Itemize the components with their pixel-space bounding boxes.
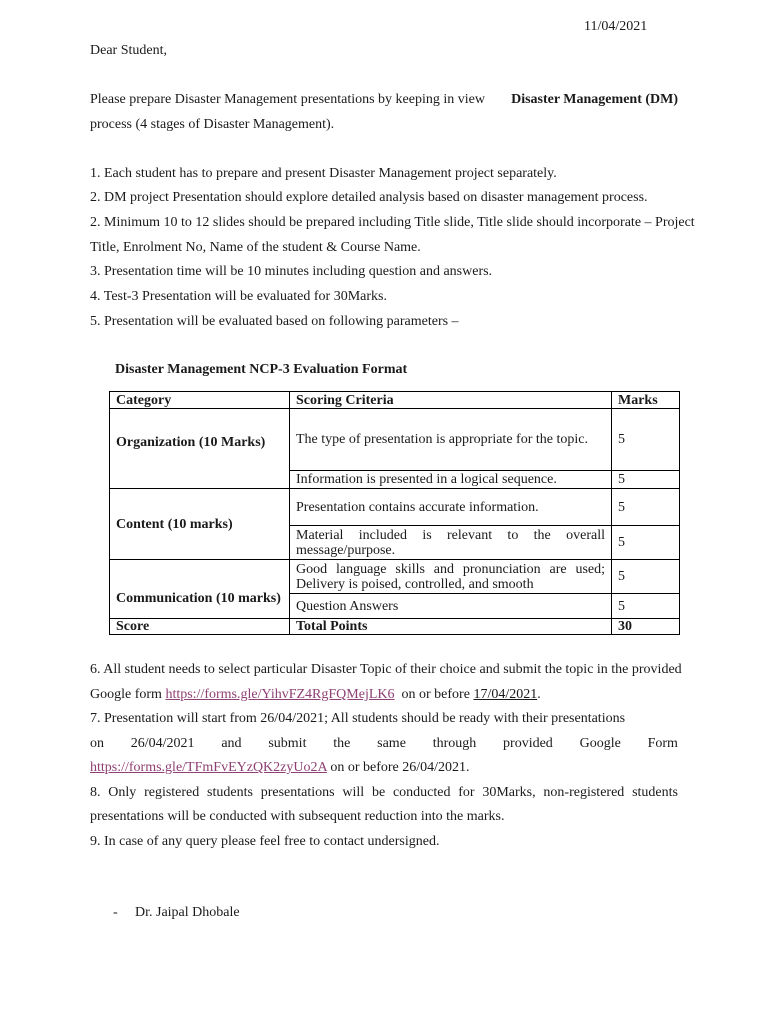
criteria-cell: Presentation contains accurate information. [290, 489, 612, 526]
marks-cell: 5 [612, 471, 680, 489]
signature-dash: - [113, 905, 118, 920]
point-1: 1. Each student has to prepare and present Disaster Management project separately. [90, 166, 557, 181]
word: be [371, 785, 386, 800]
word: conducted [392, 785, 451, 800]
word: 30Marks, [482, 785, 536, 800]
word: Form [647, 736, 678, 751]
word: same [377, 736, 406, 751]
point-6: 5. Presentation will be evaluated based on following parameters – [90, 314, 459, 329]
table-header-row [110, 392, 680, 409]
category-content: Content (10 marks) [110, 489, 290, 560]
point-7-line-1: 7. Presentation will start from 26/04/2021; All students should be ready with their presentations [90, 711, 626, 726]
word: presentations [260, 785, 335, 800]
word: 8. [90, 785, 101, 800]
point-6-line-1: 6. All student needs to select particular Disaster Topic of their choice and submit the topic in the provided [90, 662, 682, 677]
criteria-cell: Information is presented in a logical sequence. [290, 471, 612, 489]
word: and [221, 736, 242, 751]
table-title: Disaster Management NCP-3 Evaluation Format [115, 362, 408, 377]
google-form-text: Google form [90, 687, 162, 702]
criteria-cell: Material included is relevant to the overall message/purpose. [290, 526, 612, 560]
word: Only [108, 785, 137, 800]
word: Google [579, 736, 621, 751]
presentation-form-link[interactable]: https://forms.gle/TFmFvEYzQK2zyUo2A [90, 760, 327, 775]
word: on [90, 736, 104, 751]
salutation: Dear Student, [90, 43, 167, 58]
total-marks: 30 [612, 619, 680, 635]
header-category: Category [110, 392, 290, 409]
point-6-line-2 [90, 687, 541, 703]
word: non-registered [543, 785, 625, 800]
point-2: 2. DM project Presentation should explore detailed analysis based on disaster management process. [90, 190, 648, 205]
word: for [458, 785, 475, 800]
word: students [632, 785, 678, 800]
total-points-label: Total Points [290, 619, 612, 635]
point-7-line-3 [90, 760, 470, 776]
point-5: 4. Test-3 Presentation will be evaluated for 30Marks. [90, 289, 387, 304]
category-organization: Organization (10 Marks) [110, 409, 290, 489]
signature-name: Dr. Jaipal Dhobale [135, 905, 240, 920]
marks-cell: 5 [612, 489, 680, 526]
before-text: on or before [401, 687, 470, 702]
table-row [110, 489, 680, 526]
point-3-line-2: Title, Enrolment No, Name of the student & Course Name. [90, 240, 421, 255]
marks-cell: 5 [612, 594, 680, 619]
point-8-line-1 [90, 785, 678, 801]
point-7-line-2 [90, 736, 678, 752]
intro-line-2: process (4 stages of Disaster Management). [90, 117, 335, 132]
header-scoring-criteria: Scoring Criteria [290, 392, 612, 409]
criteria-cell: Good language skills and pronunciation are used; Delivery is poised, controlled, and smooth [290, 560, 612, 594]
table-row [110, 409, 680, 471]
point-3-line-1: 2. Minimum 10 to 12 slides should be prepared including Title slide, Title slide should incorporate – Project [90, 215, 695, 230]
point-8-line-2: presentations will be conducted with subsequent reduction into the marks. [90, 809, 505, 824]
category-communication: Communication (10 marks) [110, 560, 290, 619]
marks-cell: 5 [612, 409, 680, 471]
word: students [207, 785, 253, 800]
word: registered [144, 785, 200, 800]
deadline-date: 17/04/2021 [473, 687, 538, 702]
letter-date: 11/04/2021 [584, 19, 648, 34]
word: the [333, 736, 351, 751]
evaluation-table [109, 391, 680, 635]
intro-text: Please prepare Disaster Management presentations by keeping in view [90, 92, 485, 107]
period: . [537, 687, 541, 702]
criteria-cell: The type of presentation is appropriate for the topic. [290, 409, 612, 471]
header-marks: Marks [612, 392, 680, 409]
word: will [342, 785, 365, 800]
marks-cell: 5 [612, 526, 680, 560]
word: provided [503, 736, 553, 751]
criteria-cell: Question Answers [290, 594, 612, 619]
word: submit [268, 736, 307, 751]
table-row [110, 560, 680, 594]
intro-bold-dm: Disaster Management (DM) [511, 92, 678, 107]
score-label: Score [110, 619, 290, 635]
marks-cell: 5 [612, 560, 680, 594]
word: through [432, 736, 477, 751]
before-text: on or before 26/04/2021. [330, 760, 470, 775]
point-4: 3. Presentation time will be 10 minutes including question and answers. [90, 264, 493, 279]
intro-line-1 [90, 92, 678, 108]
topic-form-link[interactable]: https://forms.gle/YihvFZ4RgFQMejLK6 [165, 687, 395, 702]
word: 26/04/2021 [130, 736, 195, 751]
point-9: 9. In case of any query please feel free to contact undersigned. [90, 834, 440, 849]
table-score-row [110, 619, 680, 635]
